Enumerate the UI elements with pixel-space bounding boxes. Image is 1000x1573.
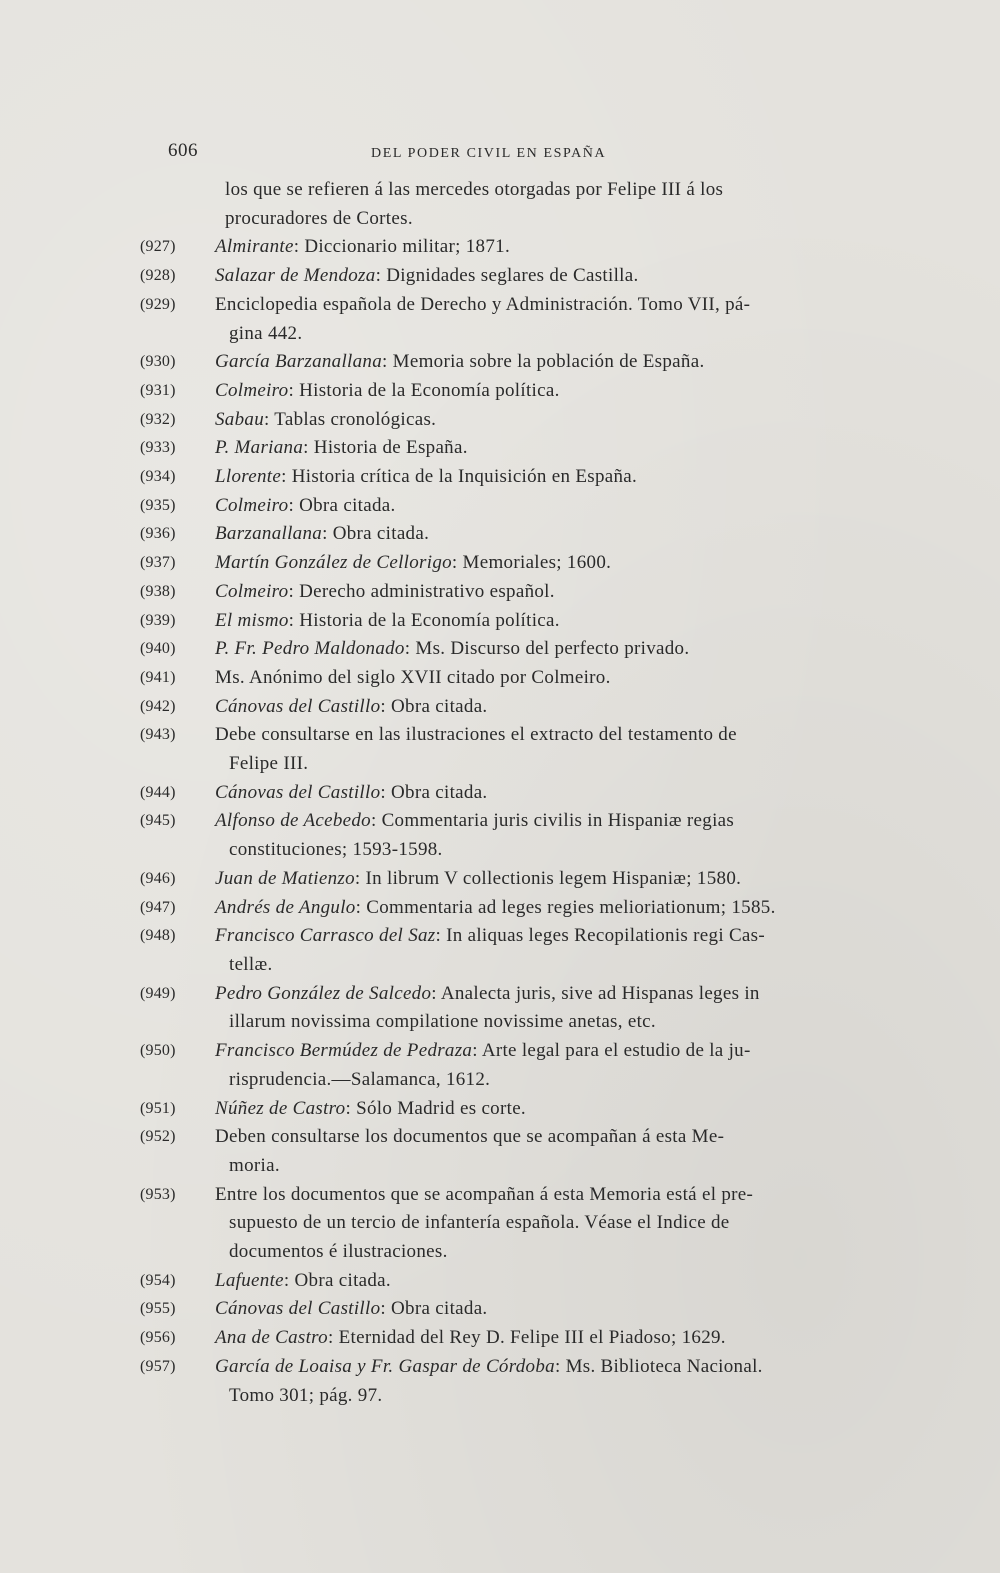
footnote-entry	[140, 865, 846, 894]
footnote-author: Juan de Matienzo	[215, 867, 355, 889]
footnote-text: : Arte legal para el estudio de la ju-	[472, 1040, 751, 1062]
footnote-entry	[140, 406, 846, 435]
footnote-author: Pedro González de Salcedo	[215, 982, 432, 1004]
intro-paragraph	[140, 176, 846, 233]
footnote-entry	[140, 922, 846, 979]
footnote-continuation: Felipe III.	[229, 753, 309, 775]
footnote-text: : Diccionario militar; 1871.	[293, 236, 510, 258]
footnote-text: : Memoriales; 1600.	[451, 552, 612, 574]
footnote-author: Andrés de Angulo	[215, 896, 356, 918]
footnote-author: García de Loaisa y Fr. Gaspar de Córdoba	[215, 1355, 555, 1377]
footnote-number: (935)	[140, 496, 176, 514]
footnote-number: (944)	[140, 783, 176, 801]
footnote-number: (939)	[140, 611, 176, 629]
footnote-author: Alfonso de Acebedo	[215, 810, 371, 832]
footnote-text: : Obra citada.	[380, 1298, 488, 1320]
footnote-number: (945)	[140, 812, 176, 830]
footnote-entry	[140, 1095, 846, 1124]
footnote-entry	[140, 463, 846, 492]
footnote-number: (930)	[140, 353, 176, 371]
footnote-number: (934)	[140, 468, 176, 486]
footnote-number: (928)	[140, 267, 176, 285]
footnote-number: (949)	[140, 984, 176, 1002]
footnote-entry	[140, 492, 846, 521]
footnote-continuation: documentos é ilustraciones.	[229, 1241, 448, 1263]
footnote-text: : Dignidades seglares de Castilla.	[375, 265, 639, 287]
footnote-number: (947)	[140, 898, 176, 916]
footnote-entry	[140, 233, 846, 262]
footnote-continuation: constituciones; 1593-1598.	[229, 839, 443, 861]
footnote-author: Cánovas del Castillo	[215, 1298, 381, 1320]
footnote-entry	[140, 721, 846, 778]
footnote-number: (940)	[140, 640, 176, 658]
footnote-number: (957)	[140, 1357, 176, 1375]
footnote-entry	[140, 607, 846, 636]
footnote-continuation: gina 442.	[229, 322, 303, 344]
footnote-author: Francisco Bermúdez de Pedraza	[215, 1040, 473, 1062]
footnote-entry	[140, 1267, 846, 1296]
footnote-number: (933)	[140, 439, 176, 457]
footnote-text: : Obra citada.	[288, 494, 396, 516]
footnote-text: : Obra citada.	[380, 695, 488, 717]
footnote-number: (943)	[140, 726, 176, 744]
footnote-text: : Eternidad del Rey D. Felipe III el Piadoso; 1629.	[327, 1327, 726, 1349]
footnote-text: : Historia de la Economía política.	[288, 379, 560, 401]
footnote-text: : Obra citada.	[283, 1269, 391, 1291]
footnote-author: Colmeiro	[215, 580, 289, 602]
footnote-author: Francisco Carrasco del Saz	[215, 925, 436, 947]
footnote-number: (954)	[140, 1271, 176, 1289]
footnote-entry	[140, 262, 846, 291]
footnote-entry	[140, 348, 846, 377]
footnote-text: : Historia de España.	[303, 437, 468, 459]
running-head: DEL PODER CIVIL EN ESPAÑA	[371, 146, 607, 161]
footnote-author: Cánovas del Castillo	[215, 695, 381, 717]
footnote-text: : Historia crítica de la Inquisición en España.	[281, 466, 638, 488]
footnote-number: (948)	[140, 927, 176, 945]
footnote-continuation: supuesto de un tercio de infantería española. Véase el Indice de	[229, 1212, 730, 1234]
footnote-entry	[140, 1123, 846, 1180]
footnote-text: : In aliquas leges Recopilationis regi Cas-	[435, 925, 765, 947]
footnote-entry	[140, 1181, 846, 1267]
footnote-entry	[140, 894, 846, 923]
footnote-text: : In librum V collectionis legem Hispaniæ; 1580.	[354, 867, 742, 889]
footnote-text: : Commentaria ad leges regies melioriationum; 1585.	[355, 896, 776, 918]
footnote-entry	[140, 980, 846, 1037]
footnote-author: El mismo	[215, 609, 289, 631]
footnote-continuation: Tomo 301; pág. 97.	[229, 1384, 383, 1406]
notes-container	[140, 233, 846, 1410]
footnote-number: (951)	[140, 1099, 176, 1117]
footnote-author: Cánovas del Castillo	[215, 781, 381, 803]
footnote-text: Entre los documentos que se acompañan á esta Memoria está el pre-	[215, 1183, 754, 1205]
footnote-entry	[140, 807, 846, 864]
footnote-number: (936)	[140, 525, 176, 543]
footnote-entry	[140, 520, 846, 549]
intro-line-2: procuradores de Cortes.	[225, 207, 413, 229]
footnote-entry	[140, 693, 846, 722]
footnote-author: Salazar de Mendoza	[215, 265, 376, 287]
footnote-number: (931)	[140, 381, 176, 399]
footnote-author: Llorente	[215, 466, 282, 488]
footnote-author: Martín González de Cellorigo	[215, 552, 452, 574]
footnote-text: : Commentaria juris civilis in Hispaniæ regias	[370, 810, 735, 832]
footnote-number: (927)	[140, 238, 176, 256]
page-header	[168, 140, 638, 170]
intro-line-1: los que se refieren á las mercedes otorgadas por Felipe III á los	[225, 179, 724, 200]
footnote-author: Sabau	[215, 408, 264, 430]
footnote-author: P. Fr. Pedro Maldonado	[215, 638, 405, 660]
footnote-entry	[140, 1353, 846, 1410]
footnote-number: (929)	[140, 295, 176, 313]
footnote-entry	[140, 434, 846, 463]
page-number: 606	[168, 140, 198, 161]
footnote-number: (953)	[140, 1185, 176, 1203]
footnote-number: (937)	[140, 554, 176, 572]
footnote-number: (952)	[140, 1128, 176, 1146]
footnote-entry	[140, 291, 846, 348]
footnote-entry	[140, 549, 846, 578]
footnote-text: : Ms. Biblioteca Nacional.	[554, 1355, 763, 1377]
footnote-author: Colmeiro	[215, 494, 289, 516]
footnote-text: : Obra citada.	[380, 781, 488, 803]
footnote-text: : Obra citada.	[322, 523, 430, 545]
footnote-entry	[140, 1037, 846, 1094]
footnote-continuation: moria.	[229, 1154, 280, 1176]
footnote-text: : Ms. Discurso del perfecto privado.	[404, 638, 690, 660]
footnote-entry	[140, 1295, 846, 1324]
footnote-text: Enciclopedia española de Derecho y Administración. Tomo VII, pá-	[215, 293, 751, 315]
footnote-continuation: illarum novissima compilatione novissime anetas, etc.	[229, 1011, 656, 1033]
footnote-continuation: tellæ.	[229, 953, 273, 975]
footnote-number: (956)	[140, 1329, 176, 1347]
footnote-number: (941)	[140, 668, 176, 686]
footnote-author: Barzanallana	[215, 523, 323, 545]
footnote-text: : Analecta juris, sive ad Hispanas leges in	[431, 982, 760, 1004]
notes-list	[140, 176, 846, 1410]
footnote-author: Núñez de Castro	[215, 1097, 346, 1119]
footnote-entry	[140, 1324, 846, 1353]
footnote-text: Debe consultarse en las ilustraciones el extracto del testamento de	[215, 724, 737, 746]
footnote-text: Deben consultarse los documentos que se acompañan á esta Me-	[215, 1126, 725, 1148]
footnote-number: (950)	[140, 1042, 176, 1060]
footnote-text: Ms. Anónimo del siglo XVII citado por Colmeiro.	[215, 666, 611, 688]
footnote-author: García Barzanallana	[215, 351, 383, 373]
footnote-author: Ana de Castro	[215, 1327, 328, 1349]
footnote-author: Colmeiro	[215, 379, 289, 401]
footnote-number: (938)	[140, 582, 176, 600]
footnote-number: (942)	[140, 697, 176, 715]
footnote-number: (932)	[140, 410, 176, 428]
footnote-text: : Sólo Madrid es corte.	[345, 1097, 526, 1119]
footnote-author: P. Mariana	[215, 437, 304, 459]
footnote-number: (946)	[140, 869, 176, 887]
footnote-text: : Derecho administrativo español.	[288, 580, 555, 602]
footnote-text: : Memoria sobre la población de España.	[382, 351, 705, 373]
footnote-text: : Historia de la Economía política.	[288, 609, 560, 631]
footnote-entry	[140, 578, 846, 607]
footnote-text: : Tablas cronológicas.	[264, 408, 437, 430]
footnote-entry	[140, 779, 846, 808]
footnote-number: (955)	[140, 1300, 176, 1318]
footnote-author: Almirante	[215, 236, 294, 258]
footnote-entry	[140, 664, 846, 693]
footnote-entry	[140, 377, 846, 406]
footnote-entry	[140, 635, 846, 664]
footnote-continuation: risprudencia.—Salamanca, 1612.	[229, 1068, 491, 1090]
footnote-author: Lafuente	[215, 1269, 284, 1291]
